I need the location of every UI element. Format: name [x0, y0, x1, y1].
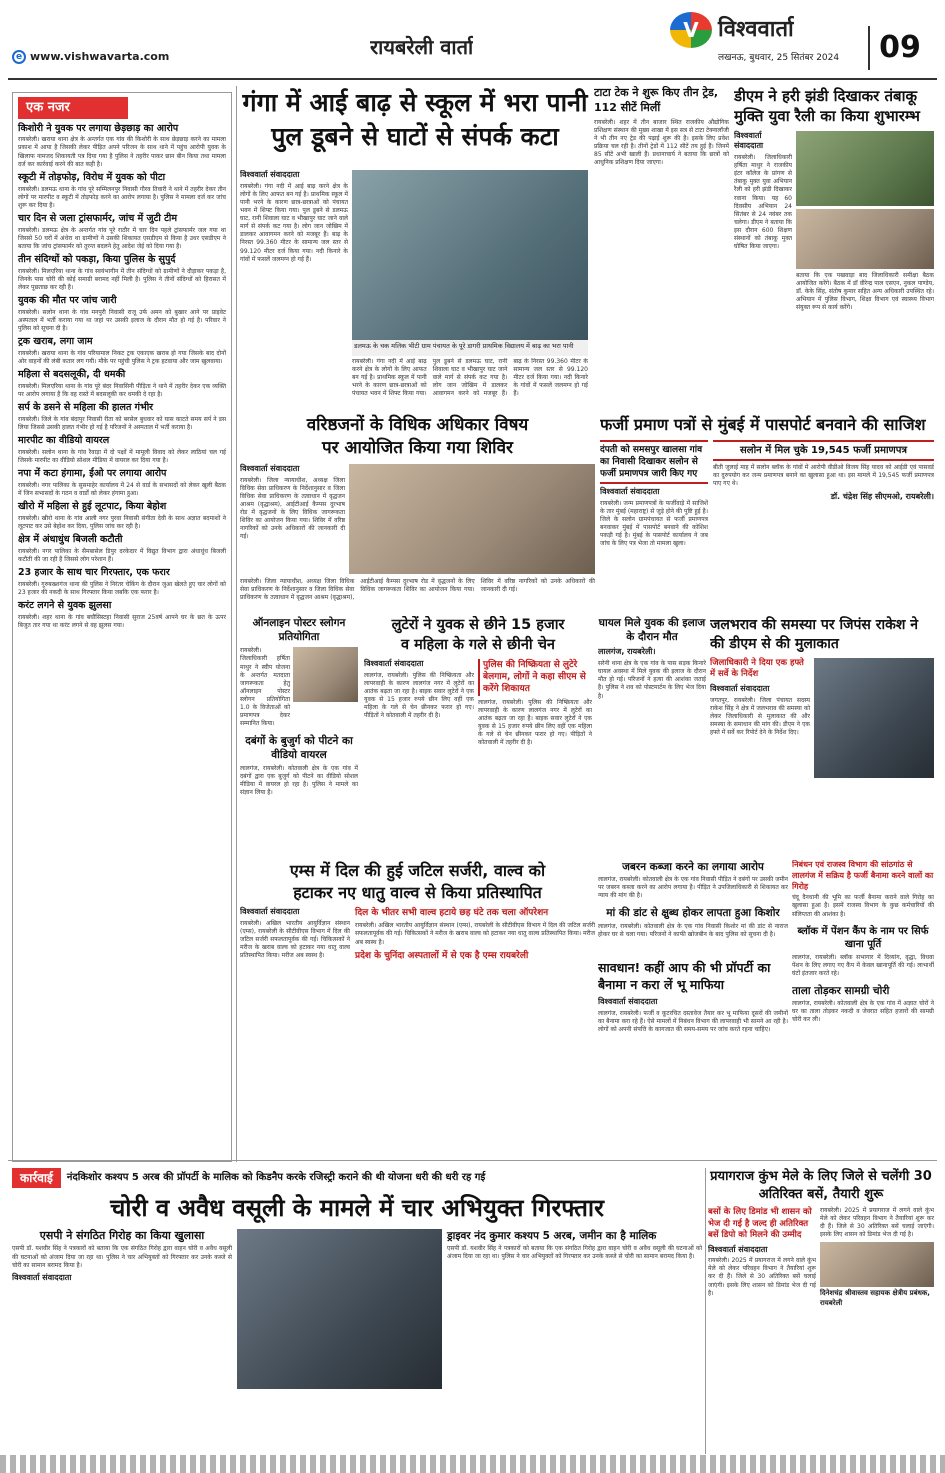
ek-nazar-item-body: रायबरेली। नगर पालिका के सैमबासेल डिपुर दरकेदार में विद्युत विभाग द्वारा अंधाधुंध बिजली कटौती की जा रही है जिससे लोग परेशान हैं। [18, 547, 226, 564]
ek-nazar-item-body: रायबरेली। खीरो थाना के गांव आली नगर पुरवा निवासी संगीता देवी के साथ अज्ञात बदमाशों ने लूटपाट कर उसे बेहोश कर दिया, पुलिस जांच कर रही है। [18, 514, 226, 531]
flood-byline: विश्ववार्ता संवाददाता [240, 170, 300, 179]
section-rule [8, 1160, 937, 1161]
registry-pull: निबंधन एवं राजस्व विभाग की सांठगांठ से लालगंज में सक्रिय है फर्जी बैनामा करने वालों का गिरोह [792, 860, 934, 891]
ek-nazar-item-head: युवक की मौत पर जांच जारी [18, 295, 117, 307]
tata-headline: टाटा टेक ने शुरू किए तीन ट्रेड, 112 सीटें मिलीं [594, 86, 719, 114]
dm-rally-story [734, 86, 934, 411]
dm-rally-body-2: बताया कि एक पखवाड़ा बाद जिलाधिकारी समीक्षा बैठक आयोजित करेंगे। बैठक में डॉ वीरेन्द्र पाल एसएन, नुकल पाण्डेय, डॉ. केके सिंह, संतोष कुमार सहित अन्य अधिकारी उपस्थित रहे। अभियान में पुलिस विभाग, शिक्षा विभाग एवं स्वास्थ्य विभाग संयुक्त रूप से कार्य करेंगे। [796, 271, 934, 311]
ek-nazar-item-head: चार दिन से जला ट्रांसफार्मर, जांच में जुटी टीम [18, 212, 178, 224]
flood-photo [352, 170, 588, 340]
aiims-body: रायबरेली। अखिल भारतीय आयुर्विज्ञान संस्थान (एम्स), रायबरेली के सीटीवीएस विभाग में दिल की जटिल सर्जरी सफलतापूर्वक की गई। चिकित्सकों ने मरीज के खराब वाल्व को हटाकर नया धातु वाल्व प्रतिस्थापित किया। मरीज अब स्वस्थ है। [240, 919, 350, 960]
kaarvaai-body-2: एसपी डॉ. यशवीर सिंह ने पत्रकारों को बताया कि एक संगठित गिरोह द्वारा वाहन चोरी व अवैध वसूली की घटनाओं को अंजाम दिया जा रहा था। पुलिस ने चार अभियुक्तों को गिरफ्तार कर उनके कब्जे से चोरी का सामान बरामद किया है। [447, 1244, 702, 1260]
kaarvaai-byline: विश्ववार्ता संवाददाता [12, 1272, 72, 1282]
flood-body-2: रायबरेली। गंगा नदी में आई बाढ़ करने क्षेत्र के लोगों के लिए आफत बन गई है। प्राथमिक स्कूल में पानी भरने के कारण छात्र-छात्राओं को पंचायत भवन में शिफ्ट किया गया। पुल डूबने से डलमऊ घाट, रानी शिवाला घाट व भीखापुर घाट जाने वाले मार्ग से संपर्क कट गया है। लोग जान जोखिम में डालकर आवागमन करने को मजबूर हैं। बाढ़ के निरस्त 99.360 मीटर के सामान्य जल स्तर से 99.120 मीटर दर्ज किया गया। नदी किनारे के गांवों में फसलें जलमग्न हो गई हैं। [352, 358, 588, 398]
passport-pull-2: सलोन में मिल चुके 19,545 फर्जी प्रमाणपत्र [713, 440, 934, 462]
ek-nazar-item-head: स्कूटी में तोड़फोड़, विरोध में युवक को पीटा [18, 171, 166, 183]
header-rule [8, 78, 937, 80]
loot-body-2: लालगंज, रायबरेली। पुलिस की निष्क्रियता और लापरवाही के कारण लालगंज नगर में लुटेरों का आतंक बढ़ता जा रहा है। बाइक सवार लुटेरों ने एक युवक से 15 हजार रुपये छीन लिए वहीं एक महिला के गले से चेन छीनकर फरार हो गए। पीड़ितों ने कोतवाली में तहरीर दी है। [478, 698, 592, 747]
brand-name: विश्ववार्ता [718, 17, 794, 43]
kabza-headline: जबरन कब्जा करने का लगाया आरोप [622, 861, 764, 873]
aiims-pull: दिल के भीतर सभी वाल्व हटाये छह घंटे तक चला ऑपरेशन [355, 908, 549, 919]
ek-nazar-item-head: महिला से बदसलूकी, दी धमकी [18, 369, 126, 381]
dabang-body: लालगंज, रायबरेली। कोतवाली क्षेत्र के एक गांव में दबंगों द्वारा एक बुजुर्ग को पीटने का वीडियो सोशल मीडिया में वायरल हो रहा है। पुलिस ने मामले का संज्ञान लिया है। [240, 764, 358, 796]
waterlog-byline: विश्ववार्ता संवाददाता [710, 683, 770, 693]
ek-nazar-item-body: रायबरेली। मिलएरिया थाना के गांव पूरे बंदर निवासिनी पीड़िता ने थाने में तहरीर देकर एक व्यक्ति पर आरोप लगाया है कि वह रास्ते में बदसलूकी कर धमकी दे रहा है। [18, 382, 226, 399]
injured-byline: लालगंज, रायबरेली। [598, 647, 656, 657]
passport-story [600, 414, 934, 614]
ek-nazar-item-body: रायबरेली। जिले के गांव बंदापुर निवासी रीता को बरसेल बुधवार को घास काटते समय सर्प ने डस लिया जिससे उसकी हालत गंभीर हो गई है परिजनों ने अस्पताल में भर्ती कराया है। [18, 415, 226, 432]
aiims-byline: विश्ववार्ता संवाददाता [240, 907, 300, 917]
dm-rally-byline: विश्ववार्ता संवाददाता [734, 130, 764, 151]
kumbh-body: रायबरेली। 2025 में प्रयागराज में लगने वाले कुंभ मेले को लेकर परिवहन विभाग ने तैयारियां शुरू कर दी हैं। जिले से 30 अतिरिक्त बसें चलाई जाएंगी। इसके लिए शासन को डिमांड भेज दी गई है। [708, 1257, 816, 1297]
passport-signoff: डॉ. चंद्रेश सिंह सीएमओ, रायबरेली। [830, 492, 934, 502]
ek-nazar-label: एक नजर [18, 97, 128, 119]
ek-nazar-item-body: रायबरेली। गुरुबख्शगंज थाना की पुलिस ने निरंतर चेकिंग के दौरान जुआ खेलते हुए चार लोगों को 23 हजार की नकदी के साथ गिरफ्तार किया जबकि एक फरार है। [18, 580, 226, 597]
ek-nazar-item-head: करंट लगने से युवक झुलसा [18, 600, 112, 612]
ek-nazar-item-body: रायबरेली। सलोन थाना के गांव मनपुरी निवासी राजू उर्फ अमन को बुखार आने पर प्राइवेट अस्पताल में भर्ती कराया गया था जहां पर उसकी इलाज के दौरान मौत हो गई है। परिवार ने पुलिस को सूचना दी है। [18, 308, 226, 333]
seniors-headline-2: पर आयोजित किया गया शिविर [322, 437, 513, 458]
loot-byline: विश्ववार्ता संवाददाता [364, 659, 424, 669]
flood-caption: डलमऊ के चक मलिक भीटी ग्राम पंचायत के पूरे डागरी प्राथमिक विद्यालय में बाढ़ का भरा पानी [352, 340, 588, 356]
ek-nazar-column [12, 92, 232, 1162]
kumbh-signoff: दिनेशचंद्र श्रीवास्तव सहायक क्षेत्रीय प्रबंधक, रायबरेली [820, 1289, 930, 1307]
kaarvaai-headline: चोरी व अवैध वसूली के मामले में चार अभियुक्त गिरफ्तार [110, 1194, 604, 1223]
waterlog-story [710, 616, 934, 856]
poster-photo [293, 647, 358, 702]
seniors-photo [349, 464, 595, 574]
passport-pull-1: दंपती को समसपुर खालसा गांव का निवासी दिखाकर सलोन से फर्जी प्रमाणपत्र जारी किए गए [600, 440, 708, 484]
column-divider [705, 1168, 706, 1454]
alert-headline: सावधान! कहीं आप की भी प्रॉपर्टी का बैनामा न करा लें भू माफिया [598, 960, 771, 992]
loot-headline-1: लुटेरों ने युवक से छीने 15 हजार [391, 617, 565, 633]
seniors-byline: विश्ववार्ता संवाददाता [240, 463, 300, 473]
pension-body: लालगंज, रायबरेली। ब्लॉक सभागार में दिव्यांग, वृद्धा, विधवा पेंशन के लिए लगाए गए कैंप में केवल खानापूर्ति की गई। लाभार्थी घंटों इंतजार करते रहे। [792, 953, 934, 977]
flood-headline-1: गंगा में आई बाढ़ से स्कूल में भरा पानी [242, 88, 588, 117]
ek-nazar-item-head: क्षेत्र में अंधाधुंध बिजली कटौती [18, 534, 123, 546]
kaarvaai-body: एसपी डॉ. यशवीर सिंह ने पत्रकारों को बताया कि एक संगठित गिरोह द्वारा वाहन चोरी व अवैध वसूली की घटनाओं को अंजाम दिया जा रहा था। पुलिस ने चार अभियुक्तों को गिरफ्तार कर उनके कब्जे से चोरी का सामान बरामद किया है। [12, 1245, 232, 1269]
tata-story [594, 86, 729, 411]
dm-rally-headline: डीएम ने हरी झंडी दिखाकर तंबाकू मुक्ति युवा रैली का किया शुभारम्भ [734, 87, 920, 126]
loot-story [364, 616, 592, 856]
alert-story [598, 960, 788, 1150]
theft-headline: ताला तोड़कर सामग्री चोरी [792, 984, 890, 997]
kaarvaai-story [12, 1168, 702, 1454]
flood-headline-2: पुल डूबने से घाटों से संपर्क कटा [271, 121, 559, 151]
rally-photo-1 [796, 131, 934, 206]
kumbh-pull: बसों के लिए डिमांड भी शासन को भेज दी गई है जल्द ही अतिरिक्त बसें डिपो को मिलने की उम्मीद [708, 1207, 812, 1241]
aiims-body-2: रायबरेली। अखिल भारतीय आयुर्विज्ञान संस्थान (एम्स), रायबरेली के सीटीवीएस विभाग में दिल की जटिल सर्जरी सफलतापूर्वक की गई। चिकित्सकों ने मरीज के खराब वाल्व को हटाकर नया धातु वाल्व प्रतिस्थापित किया। मरीज अब स्वस्थ है। [355, 922, 595, 946]
aiims-story [240, 860, 595, 1150]
section-title: रायबरेली वार्ता [370, 35, 474, 59]
ek-nazar-item-body: रायबरेली। सलोन थाना के गांव रैवाड़ा में दो पक्षों में मामूली विवाद को लेकर लाठियां चल गई जिसके मारपीट का वीडियो सोशल मीडिया में वायरल कर दिया गया है। [18, 448, 226, 465]
ek-nazar-item-head: ट्रक खराब, लगा जाम [18, 336, 93, 348]
kumbh-headline: प्रयागराज कुंभ मेले के लिए जिले से चलेंगी 30 अतिरिक्त बसें, तैयारी शुरू [710, 1169, 932, 1202]
kaarvaai-driver: ड्राइवर नंद कुमार कश्यप 5 अरब, जमीन का है मालिक [447, 1229, 657, 1242]
loot-headline-2: व महिला के गले से छीनी चेन [401, 636, 555, 653]
ek-nazar-item-head: खीरो में महिला से हुई लूटपाट, किया बेहोश [18, 501, 167, 513]
site-url[interactable] [12, 50, 169, 65]
kaarvaai-label: कार्रवाई [12, 1168, 61, 1188]
ek-nazar-item-head: तीन संदिग्धों को पकड़ा, किया पुलिस के सुपुर्द [18, 253, 176, 265]
ek-nazar-item-body: रायबरेली। मिलएरिया थाना के गांव स्वयंभागीन में तीन संदिग्धों को ग्रामीणों ने दौड़ाकर पकड़ा है, जिनके पास चोरी की कोई समाग्री बरामद नहीं मिली है। पुलिस ने तीनों संदिग्धों को हिरासत में लेकर पूछताछ कर रही है। [18, 267, 226, 291]
waterlog-body: जगतपुर, रायबरेली। जिला पंचायत सदस्य राकेश सिंह ने क्षेत्र में जलभराव की समस्या को लेकर जिलाधिकारी से मुलाकात की और समस्या के समाधान की मांग की। डीएम ने एक हफ्ते में सर्वे कर रिपोर्ट देने के निर्देश दिए। [710, 696, 810, 736]
ek-nazar-item-body: रायबरेली। डलमऊ थाना के गांव पूरे सम्मिलनपुर निवासी गौरव तिवारी ने थाने में तहरीर देकर तीन लोगों पर मारपीट व स्कूटी में तोड़फोड़ करने का आरोप लगाया है। पुलिस ने मामला दर्ज कर जांच शुरू कर दिया है। [18, 185, 226, 209]
ek-nazar-item-body: रायबरेली। खराया थाना क्षेत्र के अन्तर्गत एक गांव की किशोरी के साथ छेड़छाड़ करने का मामला प्रकाश में आया है जिसकी लेकर पीड़ित अपने परिजन के साथ थाने में पहुंच आरोपी युवक के खिलाफ नामजद शिकायती पत्र दिया गया है पुलिस ने तहरीर पाकर छान बीन किया तथा मामला दर्ज कर कार्रवाई करने की बात कही है। [18, 136, 226, 168]
injured-headline: घायल मिले युवक की इलाज के दौरान मौत [598, 617, 706, 644]
flood-body-col [240, 170, 348, 360]
tata-body: रायबरेली। शहर में तीन बाजार स्थित राजकीय औद्योगिक प्रशिक्षण संस्थान की मुख्य शाखा में इस सत्र से टाटा टेक्नालॉजी ने भी तीन नए ट्रेड की पढ़ाई शुरू की है। इसके लिए प्रवेश प्रक्रिया चल रही है। तीनों ट्रेडों में 112 सीटें तय हुई हैं। जिनमें 85 सीटें अभी खाली हैं। प्रधानाचार्य ने बताया कि छात्रों को आधुनिक प्रशिक्षण दिया जाएगा। [594, 118, 729, 167]
injured-body: सरेनी थाना क्षेत्र के एक गांव के पास सड़क किनारे घायल अवस्था में मिले युवक की इलाज के दौरान मौत हो गई। परिजनों ने हत्या की आशंका जताई है। पुलिस ने शव को पोस्टमार्टम के लिए भेज दिया है। [598, 660, 706, 700]
aiims-headline-1: एम्स में दिल की हुई जटिल सर्जरी, वाल्व को [289, 861, 546, 880]
aiims-pull-2: प्रदेश के चुनिंदा अस्पतालों में से एक है एम्स रायबरेली [355, 950, 529, 961]
pension-headline: ब्लॉक में पेंशन कैंप के नाम पर सिर्फ खाना पूर्ति [797, 925, 929, 951]
loot-body: लालगंज, रायबरेली। पुलिस की निष्क्रियता और लापरवाही के कारण लालगंज नगर में लुटेरों का आतंक बढ़ता जा रहा है। बाइक सवार लुटेरों ने एक युवक से 15 हजार रुपये छीन लिए वहीं एक महिला के गले से चेन छीनकर फरार हो गए। पीड़ितों ने कोतवाली में तहरीर दी है। [364, 671, 474, 720]
waterlog-photo [814, 658, 934, 778]
injured-story [598, 616, 706, 856]
kaarvaai-sub: एसपी ने संगठित गिरोह का किया खुलासा [39, 1228, 205, 1242]
dm-rally-body: रायबरेली। जिलाधिकारी हर्षिता माथुर ने राजकीय इंटर कॉलेज के प्रांगण से तंबाकू मुक्त युवा अभियान रैली को हरी झंडी दिखाकर रवाना किया। यह 60 दिवसीय अभियान 24 सितंबर से 24 नवंबर तक चलेगा। डीएम ने बताया कि इस दौरान 600 शिक्षण संस्थानों को तंबाकू मुक्त घोषित किया जाएगा। [734, 154, 792, 251]
dabang-headline: दबंगों के बुजुर्ग को पीटने का वीडियो वायरल [245, 735, 353, 762]
ek-nazar-item-body: रायबरेली। शहर थाना के गांव बघौसिस्टहा निवासी सुराज 25वर्ष आपने घर के छत के ऊपर बिजुत तार गया था करंट लगने से वह झुलस गया। [18, 613, 226, 630]
waterlog-pull: जिलाधिकारी ने दिया एक हफ्ते में सर्वे के निर्देश [710, 657, 804, 680]
ek-nazar-item-head: सर्प के डसने से महिला की हालत गंभीर [18, 402, 154, 414]
rally-photo-2 [796, 209, 934, 269]
brand-logo [670, 12, 794, 48]
ek-nazar-item-head: किशोरी ने युवक पर लगाया छेड़छाड़ का आरोप [18, 122, 179, 134]
kumbh-body-2: रायबरेली। 2025 में प्रयागराज में लगने वाले कुंभ मेले को लेकर परिवहन विभाग ने तैयारियां शुरू कर दी हैं। जिले से 30 अतिरिक्त बसें चलाई जाएंगी। इसके लिए शासन को डिमांड भेज दी गई है। [820, 1207, 934, 1239]
mother-body: लालगंज, रायबरेली। कोतवाली क्षेत्र के एक गांव निवासी किशोर मां की डांट से नाराज होकर घर से चला गया। परिजनों ने काफी खोजबीन के बाद पुलिस को सूचना दी है। [598, 922, 788, 938]
loot-pull: पुलिस की निष्क्रियता से लुटेरे बेलगाम, लोगों ने कहा सीएम से करेंगे शिकायत [478, 659, 592, 695]
flood-headline [240, 86, 590, 166]
mother-headline: मां की डांट से क्षुब्ध होकर लापता हुआ किशोर [606, 907, 780, 920]
kumbh-photo [820, 1242, 934, 1287]
ek-nazar-list [18, 123, 226, 631]
seniors-body-2: रायबरेली। जिला न्यायाधीश, अध्यक्ष जिला विधिक सेवा प्राधिकरण के निर्देशानुसार व जिला विधिक सेवा प्राधिकरण के तत्वाधान में वृद्धजन आश्रम (वृद्धाश्रम), आईटीआई कैम्पस दुरभाष रोड में वृद्धजनों के लिए विधिक जागरूकता शिविर का आयोजन किया गया। शिविर में वरिष्ठ नागरिकों को उनके अधिकारों की जानकारी दी गई। [240, 577, 595, 602]
kaarvaai-photo [237, 1229, 442, 1389]
poster-story [240, 616, 358, 856]
poster-headline: ऑनलाइन पोस्टर स्लोगन प्रतियोगिता [252, 617, 346, 644]
passport-body-2: बीती जुलाई माह में सलोन ब्लॉक के गांवों में आरोपी वीडीओ विजय सिंह यादव को आईडी एवं पासवर्ड का दुरुपयोग कर जन्म प्रमाणपत्र बनाने का खुलासा हुआ था। इस मामले में 19,545 फर्जी प्रमाणपत्र पाए गए थे। [713, 464, 934, 488]
passport-headline: फर्जी प्रमाण पत्रों से मुंबई में पासपोर्ट बनवाने की साजिश [600, 415, 926, 434]
seniors-headline-1: वरिष्ठजनों के विधिक अधिकार विषय [306, 415, 529, 435]
alert-byline: विश्ववार्ता संवाददाता [598, 996, 658, 1006]
page-number: 09 [868, 26, 930, 70]
column-divider [236, 86, 237, 1162]
print-registration-bar [0, 1455, 945, 1473]
ek-nazar-item-head: नपा में कटा हंगामा, ईओ पर लगाया आरोप [18, 468, 167, 480]
waterlog-headline: जलभराव की समस्या पर जिपंस राकेश ने की डीएम से की मुलाकात [710, 617, 919, 652]
seniors-story [240, 414, 595, 614]
registry-body: चंदू दैनधानी की भूमि का फर्जी बैनामा कराने वाले गिरोह का खुलासा हुआ है। इसमें राजस्व विभाग के कुछ कर्मचारियों की संलिप्तता की आशंका है। [792, 894, 934, 918]
poster-body: रायबरेली। जिलाधिकारी हर्षिता माथुर ने स्वीप योजना के अन्तर्गत मतदाता जागरूकता हेतु ऑनलाइन पोस्टर स्लोगन प्रतियोगिता 1.0 के विजेताओं को प्रमाणपत्र देकर सम्मानित किया। [240, 647, 290, 728]
logo-v-icon: V [670, 12, 712, 48]
url-text: www.vishwavarta.com [30, 50, 170, 63]
kabza-body: लालगंज, रायबरेली। कोतवाली क्षेत्र के एक गांव निवासी पीड़ित ने दबंगों पर उसकी जमीन पर जबरन कब्जा करने का आरोप लगाया है। पीड़ित ने उपजिलाधिकारी से शिकायत कर न्याय की मांग की है। [598, 876, 788, 900]
ek-nazar-item-body: रायबरेली। नगर पालिका के सुसमाहेर कार्यालय में 24 से वार्ड के सभासदों को लेकर खूली बैठक में जिन सभासदों के गठन व वार्डों को लेकर हंगामा हुआ। [18, 481, 226, 498]
ek-nazar-item-body: रायबरेली। खराया थाना के गांव परियामाल निकट ट्रक एकाएक खराब हो गया जिसके बाद दोनों ओर वाहनों की लंबी कतार लग गयी। मौके पर पहुंची पुलिस ने ट्रक हटवाया और जाम खुलवाया। [18, 349, 226, 366]
kaarvaai-kicker: नंदकिशोर कश्यप 5 अरब की प्रॉपर्टी के मालिक को किडनैप करके रजिस्ट्री कराने की थी योजना धरी की धरी रह गई [66, 1172, 486, 1184]
seniors-body: रायबरेली। जिला न्यायाधीश, अध्यक्ष जिला विधिक सेवा प्राधिकरण के निर्देशानुसार व जिला विधिक सेवा प्राधिकरण के तत्वाधान में वृद्धजन आश्रम (वृद्धाश्रम), आईटीआई कैम्पस दुरभाष रोड में वृद्धजनों के लिए विधिक जागरूकता शिविर का आयोजन किया गया। शिविर में वरिष्ठ नागरिकों को उनके अधिकारों की जानकारी दी गई। [240, 476, 345, 541]
theft-body: लालगंज, रायबरेली। कोतवाली क्षेत्र के एक गांव में अज्ञात चोरों ने घर का ताला तोड़कर नकदी व जेवरात सहित हजारों की सामग्री चोरी कर ली। [792, 1000, 934, 1024]
right-briefs [792, 860, 934, 1150]
browser-icon: e [12, 50, 26, 64]
ek-nazar-item-head: मारपीट का वीडियो वायरल [18, 435, 110, 447]
kumbh-byline: विश्ववार्ता संवाददाता [708, 1244, 768, 1254]
aiims-headline-2: हटाकर नए धातु वाल्व से किया प्रतिस्थापित [293, 882, 542, 902]
alert-body: लालगंज, रायबरेली। फर्जी व कूटरचित दस्तावेज तैयार कर भू माफिया दूसरों की जमीनों का बैनामा करा रहे हैं। ऐसे मामलों में निबंधन विभाग की लापरवाही भी सामने आ रही है। लोगों को अपनी संपत्ति के कागजात की समय-समय पर जांच करते रहना चाहिए। [598, 1009, 788, 1033]
ek-nazar-item-body: रायबरेली। डलमऊ क्षेत्र के अन्तर्गत गांव पूरे राठौर में चार दिन पहले ट्रांसफार्मर जल गया था जिससे 50 घरों में अंधेरा था ग्रामीणों ने उसकी शिकायत एसडीएम से किया है उधर एसडीएम ने बताया कि जांच ट्रांसफार्मर को तुरन्त बदलने हेतु आदेश जेई को दिया गया है। [18, 226, 226, 250]
ek-nazar-item-head: 23 हजार के साथ चार गिरफ्तार, एक फरार [18, 567, 170, 579]
dateline: लखनऊ, बुधवार, 25 सितंबर 2024 [718, 53, 840, 63]
kumbh-story [708, 1168, 934, 1454]
passport-byline: विश्ववार्ता संवाददाता [600, 487, 660, 497]
passport-body: रायबरेली। जन्म प्रमाणपत्रों के फर्जीवाड़े में साजिशें के तार मुंबई (महाराष्ट्र) से जुड़े होने की पुष्टि हुई है। जिले के सलोन ग्रामपंचायत से फर्जी प्रमाणपत्र बनवाकर मुंबई में पासपोर्ट बनवाने की कोशिश पकड़ी गई है। मुंबई के पासपोर्ट कार्यालय ने जब जांच के लिए पत्र भेजा तो मामला खुला। [600, 499, 708, 548]
flood-body: रायबरेली। गंगा नदी में आई बाढ़ करने क्षेत्र के लोगों के लिए आफत बन गई है। प्राथमिक स्कूल में पानी भरने के कारण छात्र-छात्राओं को पंचायत भवन में शिफ्ट किया गया। पुल डूबने से डलमऊ घाट, रानी शिवाला घाट व भीखापुर घाट जाने वाले मार्ग से संपर्क कट गया है। लोग जान जोखिम में डालकर आवागमन करने को मजबूर हैं। बाढ़ के निरस्त 99.360 मीटर के सामान्य जल स्तर से 99.120 मीटर दर्ज किया गया। नदी किनारे के गांवों में फसलें जलमग्न हो गई हैं। [240, 182, 348, 263]
